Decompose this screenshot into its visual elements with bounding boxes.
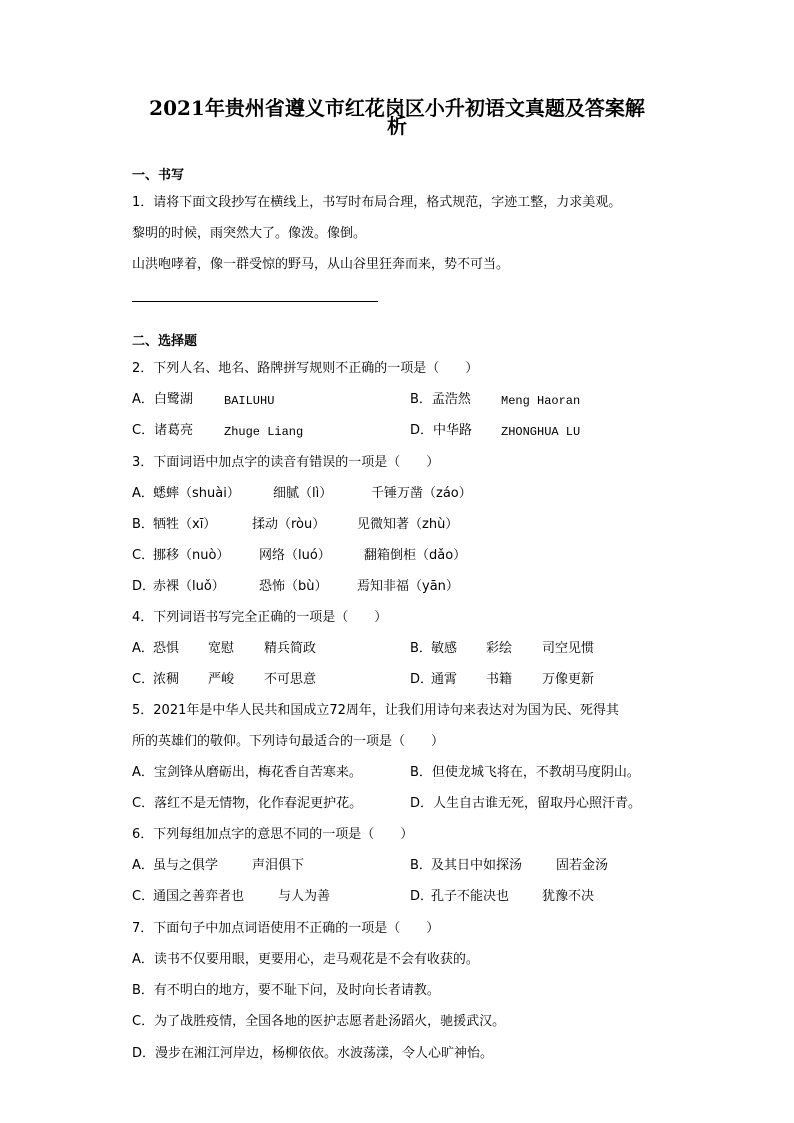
section-heading-choice: 二、选择题 [132, 334, 198, 349]
q5-option-d: D．人生自古谁无死，留取丹心照汗青。 [410, 796, 642, 811]
answer-writing-line[interactable] [132, 301, 378, 302]
q4-stem: 4．下列词语书写完全正确的一项是（ ） [132, 610, 388, 625]
q7-option-a: A．读书不仅要用眼，更要用心，走马观花是不会有收获的。 [132, 952, 479, 967]
q5-option-c: C．落红不是无情物，化作春泥更护花。 [132, 796, 363, 811]
q5-option-a: A．宝剑锋从磨砺出，梅花香自苦寒来。 [132, 765, 362, 780]
q1-passage-line2: 山洪咆哮着，像一群受惊的野马，从山谷里狂奔而来，势不可当。 [132, 257, 510, 272]
q3-stem: 3．下面词语中加点字的读音有错误的一项是（ ） [132, 455, 440, 470]
q5-stem-line2: 所的英雄们的敬仰。下列诗句最适合的一项是（ ） [132, 734, 445, 749]
q7-stem: 7．下面句子中加点词语使用不正确的一项是（ ） [132, 921, 440, 936]
section-heading-writing: 一、书写 [132, 168, 185, 183]
q7-option-c: C．为了战胜疫情，全国各地的医护志愿者赴汤蹈火，驰援武汉。 [132, 1014, 506, 1029]
document-page: 2021年贵州省遵义市红花岗区小升初语文真题及答案解 析 一、书写 1．请将下面文段抄写在横线上，书写时布局合理，格式规范，字迹工整，力求美观。 黎明的时候，雨突然大了。像泼。像倒。 山洪咆哮着，像一群受惊的野马，从山谷里狂奔而来，势不可当。 二、选择题 2．下列人名、地名、路牌拼写规则不正确的一项是（ ） A．白鹭湖 BAILUHU B．孟浩然 Meng Haoran C．诸葛亮 Zhuge Liang D．中华路 ZHONGHUA LU 3．下面词语中加点字的读音有错误的一项是（ ） A． 蟋蟀（shuài） 细腻（lì） 千锤万凿（záo） B． 牺牲（xī） 揉动（ròu） 见微知著（zhù） C． 挪移（nuò） 网络（luó） 翻箱倒柜（dǎo） D． 赤裸（luǒ） 恐怖（bù） 焉知非福（yān） 4．下列词语书写完全正确的一项是（ ） A． 恐惧 宽慰 精兵简政 B． 敏感 彩绘 司空见惯 C． 浓稠 严峻 不可思意 D． 通霄 书籍 万像更新 5．2021年是中华人民共和国成立72周年，让我们用诗句来表达对为国为民、死得其 所的英雄们的敬仰。下列诗句最适合的一项是（ ） A．宝剑锋从磨砺出，梅花香自苦寒来。 B．但使龙城飞将在，不教胡马度阴山。 C．落红不是无情物，化作春泥更护花。 D．人生自古谁无死，留取丹心照汗青。 6．下列每组加点字的意思不同的一项是（ ） A． 虽与之俱学 声泪俱下 B． 及其日中如探汤 固若金汤 C． 通国之善弈者也 与人为善 D． 孔子不能决也 犹豫不决 7．下面句子中加点词语使用不正确的一项是（ ） A．读书不仅要用眼，更要用心，走马观花是不会有收获的。 B．有不明白的地方，要不耻下问，及时向长者请教。 C．为了战胜疫情，全国各地的医护志愿者赴汤蹈火，驰援武汉。 D．漫步在湘江河岸边，杨柳依依。水波荡漾，令人心旷神怡。 [0, 0, 794, 1123]
q7-option-d: D．漫步在湘江河岸边，杨柳依依。水波荡漾，令人心旷神怡。 [132, 1046, 494, 1061]
document-title-line2: 析 [387, 114, 407, 138]
q1-stem: 1．请将下面文段抄写在横线上，书写时布局合理，格式规范，字迹工整，力求美观。 [132, 195, 622, 210]
q5-stem-line1: 5．2021年是中华人民共和国成立72周年，让我们用诗句来表达对为国为民、死得其 [132, 703, 619, 718]
q7-option-b: B．有不明白的地方，要不耻下问，及时向长者请教。 [132, 983, 440, 998]
q5-option-b: B．但使龙城飞将在，不教胡马度阴山。 [410, 765, 640, 780]
q2-stem: 2．下列人名、地名、路牌拼写规则不正确的一项是（ ） [132, 361, 479, 376]
q1-passage-line1: 黎明的时候，雨突然大了。像泼。像倒。 [132, 226, 367, 241]
document-title-line1: 2021年贵州省遵义市红花岗区小升初语文真题及答案解 [149, 96, 645, 120]
q6-stem: 6．下列每组加点字的意思不同的一项是（ ） [132, 827, 414, 842]
